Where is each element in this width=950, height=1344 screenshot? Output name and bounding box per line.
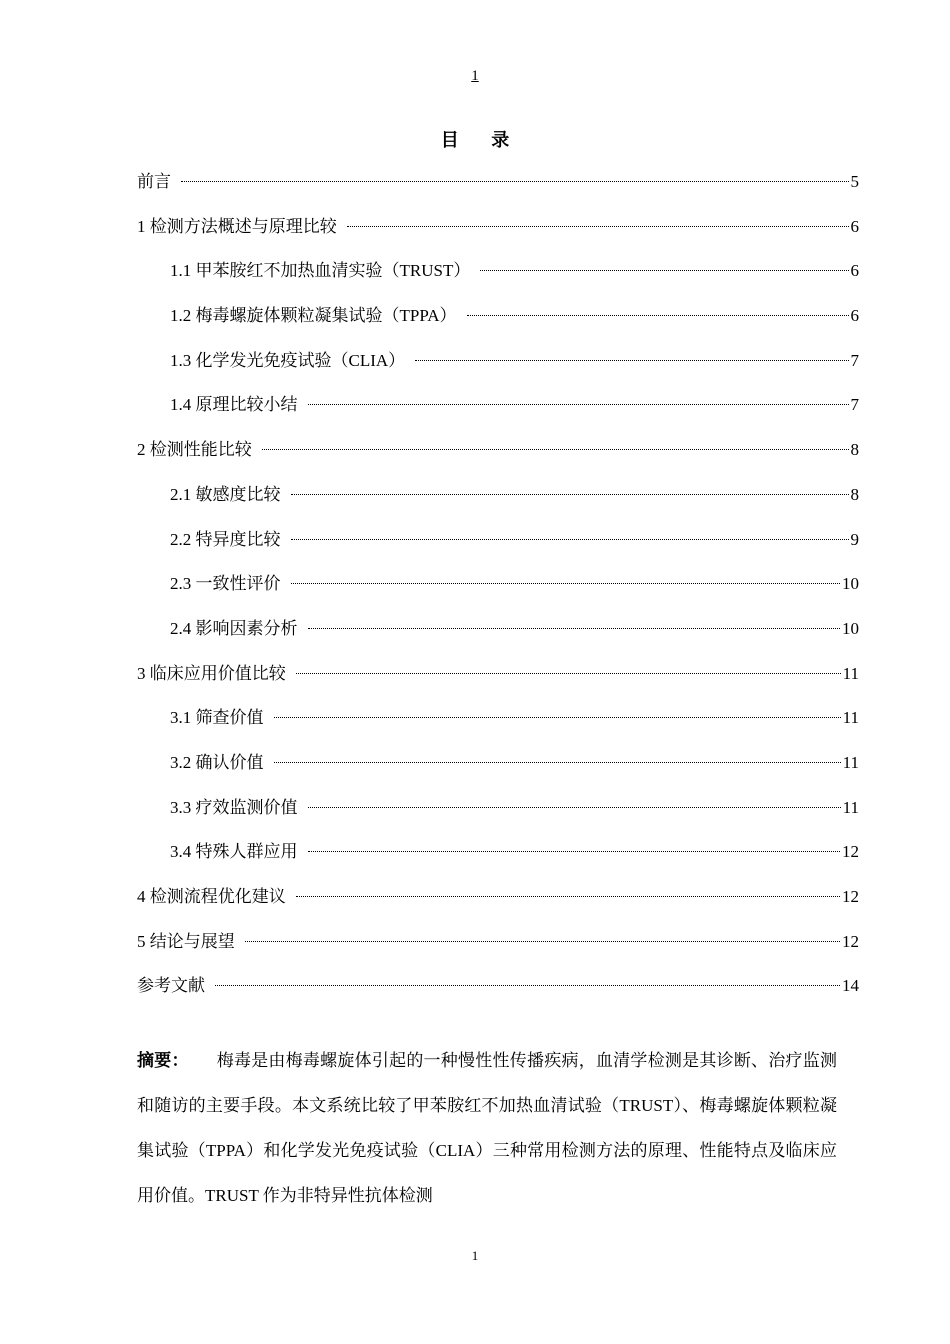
toc-entry-label: 1 检测方法概述与原理比较	[137, 216, 337, 236]
toc-entry[interactable]	[137, 481, 859, 526]
toc-entry-label: 2.4 影响因素分析	[170, 618, 298, 638]
abstract-text: 梅毒是由梅毒螺旋体引起的一种慢性性传播疾病，血清学检测是其诊断、治疗监测和随访的主要手段。本文系统比较了甲苯胺红不加热血清试验（TRUST）、梅毒螺旋体颗粒凝集试验（TPPA）和化学发光免疫试验（CLIA）三种常用检测方法的原理、性能特点及临床应用价值。TRUST 作为非特异性抗体检测	[137, 1051, 838, 1205]
toc-entry[interactable]	[137, 838, 859, 883]
toc-title: 目 录	[440, 130, 524, 150]
toc-dot-leader	[480, 270, 848, 271]
toc-entry-label: 1.4 原理比较小结	[170, 395, 298, 415]
abstract	[137, 1038, 837, 1218]
toc-dot-leader	[274, 762, 841, 763]
toc-entry-page-number: 11	[842, 663, 859, 683]
toc-entry-page-number: 14	[842, 976, 859, 996]
toc-entry-label: 2.1 敏感度比较	[170, 484, 281, 504]
toc-entry-label: 2.3 一致性评价	[170, 574, 281, 594]
toc-entry-page-number: 12	[842, 842, 859, 862]
toc-entry-label: 3.1 筛查价值	[170, 708, 264, 728]
toc-entry-page-number: 11	[842, 752, 859, 772]
toc-entry-page-number: 8	[850, 440, 859, 460]
toc-entry[interactable]	[137, 213, 859, 258]
toc-entry[interactable]	[137, 615, 859, 660]
toc-entry-label: 3.4 特殊人群应用	[170, 842, 298, 862]
toc-entry-page-number: 12	[842, 931, 859, 951]
toc-dot-leader	[181, 181, 849, 182]
toc-entry-label: 1.1 甲苯胺红不加热血清实验（TRUST）	[170, 261, 471, 281]
footer-page-number: 1	[471, 1248, 479, 1263]
toc-entry[interactable]	[137, 168, 859, 213]
toc-entry-label: 3.2 确认价值	[170, 752, 264, 772]
toc-dot-leader	[308, 807, 841, 808]
toc-entry[interactable]	[137, 526, 859, 571]
abstract-label: 摘要：	[137, 1051, 189, 1070]
toc-entry-page-number: 10	[842, 574, 859, 594]
toc-dot-leader	[308, 404, 849, 405]
toc-entry-label: 1.2 梅毒螺旋体颗粒凝集试验（TPPA）	[170, 306, 457, 326]
toc-dot-leader	[296, 673, 841, 674]
toc-entry[interactable]	[137, 436, 859, 481]
toc-entry[interactable]	[137, 883, 859, 928]
toc-dot-leader	[415, 360, 848, 361]
toc-entry-page-number: 8	[850, 484, 859, 504]
toc-entry-page-number: 11	[842, 708, 859, 728]
toc-entry-label: 2.2 特异度比较	[170, 529, 281, 549]
toc-dot-leader	[215, 985, 840, 986]
toc-entry-page-number: 6	[850, 306, 859, 326]
toc-dot-leader	[467, 315, 849, 316]
toc-entry-label: 2 检测性能比较	[137, 440, 252, 460]
toc-entry-page-number: 5	[850, 172, 859, 191]
toc-entry-page-number: 6	[850, 261, 859, 281]
toc-dot-leader	[291, 583, 841, 584]
toc-entry[interactable]	[137, 972, 859, 1017]
toc-entry-page-number: 12	[842, 887, 859, 906]
toc-dot-leader	[296, 896, 840, 897]
header-page-number	[0, 68, 950, 85]
toc-entry-label: 参考文献	[137, 976, 205, 996]
toc-entry-label: 1.3 化学发光免疫试验（CLIA）	[170, 350, 406, 370]
toc-dot-leader	[347, 226, 849, 227]
toc-dot-leader	[308, 628, 841, 629]
toc-entry-label: 3 临床应用价值比较	[137, 663, 286, 683]
toc-dot-leader	[274, 717, 841, 718]
toc-entry[interactable]	[137, 749, 859, 794]
toc-entry-label: 4 检测流程优化建议	[137, 887, 286, 906]
toc-entry[interactable]	[137, 391, 859, 436]
toc-entry[interactable]	[137, 794, 859, 839]
toc-entry-label: 3.3 疗效监测价值	[170, 797, 298, 817]
toc-entry[interactable]	[137, 704, 859, 749]
toc-entry[interactable]	[137, 570, 859, 615]
toc-entry-page-number: 6	[850, 216, 859, 236]
toc-dot-leader	[245, 941, 840, 942]
toc-entry[interactable]	[137, 302, 859, 347]
toc-dot-leader	[308, 851, 841, 852]
toc-dot-leader	[262, 449, 849, 450]
toc-entry-page-number: 9	[850, 529, 859, 549]
toc-entry-page-number: 10	[842, 618, 859, 638]
toc-entry[interactable]	[137, 928, 859, 973]
toc-entry[interactable]	[137, 347, 859, 392]
table-of-contents	[137, 168, 859, 1017]
toc-entry-page-number: 11	[842, 797, 859, 817]
toc-entry-page-number: 7	[850, 350, 859, 370]
toc-entry[interactable]	[137, 660, 859, 705]
toc-dot-leader	[291, 494, 849, 495]
toc-entry-label: 5 结论与展望	[137, 931, 235, 951]
toc-entry[interactable]	[137, 257, 859, 302]
toc-dot-leader	[291, 539, 849, 540]
toc-entry-page-number: 7	[850, 395, 859, 415]
header-page-number-text: 1	[471, 68, 479, 84]
toc-entry-label: 前言	[137, 172, 171, 191]
